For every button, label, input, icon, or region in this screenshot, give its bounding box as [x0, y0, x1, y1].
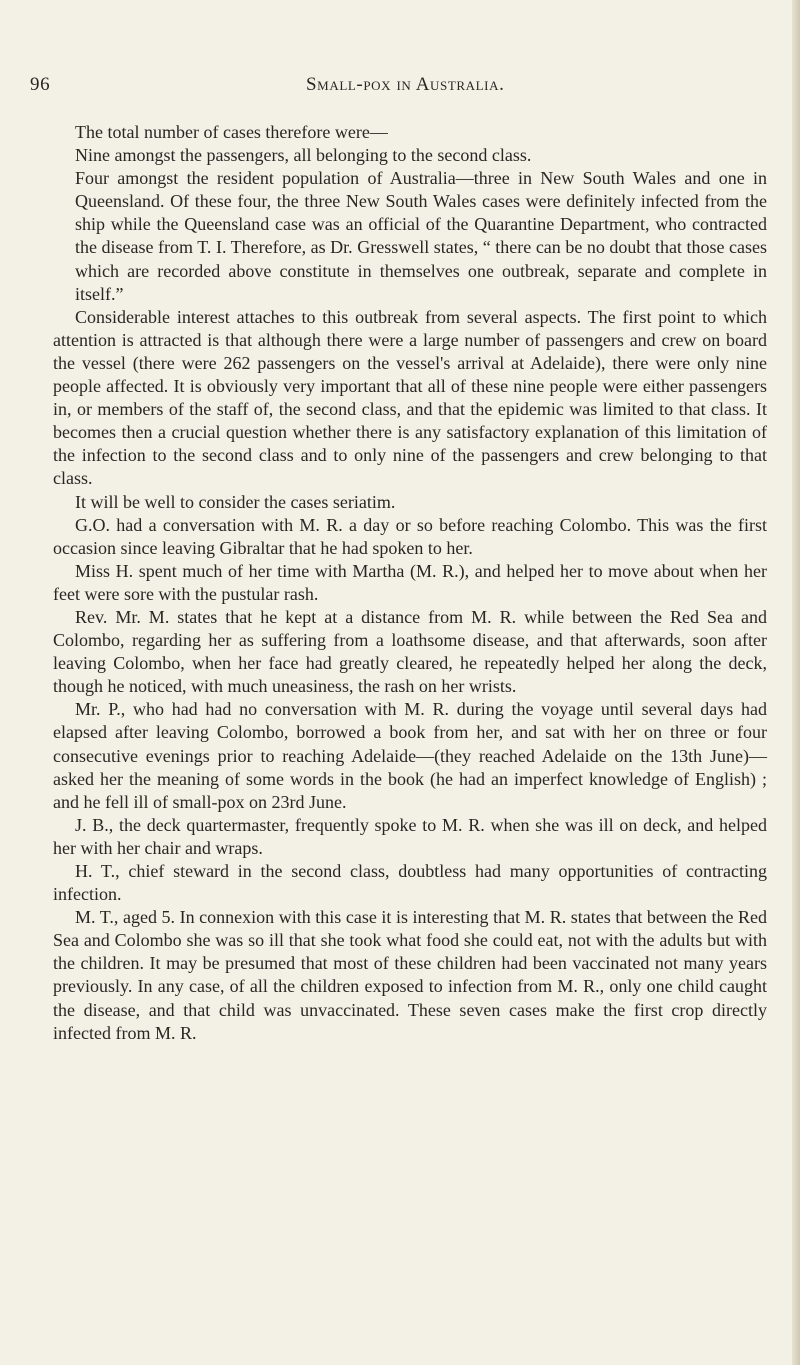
- paragraph-case-mt: M. T., aged 5. In connexion with this case it is interesting that M. R. states that between the Red Sea and Colombo she was so ill that she took what food she could eat, not with the adults but with the children. It may be presumed that most of these children had been vaccinated not many years previously. In any case, of all the children exposed to infection from M. R., only one child caught the disease, and that child was unvaccinated. These seven cases make the first crop directly infected from M. R.: [53, 907, 767, 1043]
- paragraph-case-ht: H. T., chief steward in the second class, doubtless had many opportunities of contracting infection.: [53, 861, 767, 905]
- body-text: [53, 121, 767, 1045]
- paragraph-interest: Considerable interest attaches to this outbreak from several aspects. The first point to which attention is attracted is that although there were a large number of passengers and crew on board the vessel (there were 262 passengers on the vessel's arrival at Adelaide), there were only nine people affected. It is obviously very important that all of these nine people were either passengers in, or members of the staff of, the second class, and that the epidemic was limited to that class. It becomes then a crucial question whether there is any satisfactory explanation of this limitation of the infection to the second class and to only nine of the passengers and crew belonging to that class.: [53, 306, 767, 489]
- scan-edge: [792, 0, 800, 1365]
- paragraph-seriatim: It will be well to consider the cases seriatim.: [75, 491, 396, 512]
- paragraph-case-mr-p: Mr. P., who had had no conversation with M. R. during the voyage until several days had elapsed after leaving Colombo, borrowed a book from her, and sat with her on three or four consecutive evenings prior to reaching Adelaide—(they reached Adelaide on the 13th June)—asked her the meaning of some words in the book (he had an imperfect knowledge of English) ; and he fell ill of small-pox on 23rd June.: [53, 699, 767, 812]
- paragraph-case-jb: J. B., the deck quartermaster, frequently spoke to M. R. when she was ill on deck, and helped her with her chair and wraps.: [53, 814, 767, 858]
- running-head-title: Small-pox in Australia.: [306, 74, 505, 95]
- paragraph-passengers: Nine amongst the passengers, all belonging to the second class.: [75, 145, 532, 166]
- page-header: [30, 74, 550, 100]
- running-head: [306, 74, 504, 96]
- paragraph-case-miss-h: Miss H. spent much of her time with Martha (M. R.), and helped her to move about when her feet were sore with the pustular rash.: [53, 560, 767, 604]
- paragraph-resident-cases: Four amongst the resident population of Australia—three in New South Wales and one in Queensland. Of these four, the three New South Wales cases were definitely infected from the ship while the Queensland case was an official of the Quarantine Department, who contracted the disease from T. I. Therefore, as Dr. Gresswell states, “ there can be no doubt that those cases which are recorded above constitute in themselves one outbreak, separate and complete in itself.”: [75, 168, 767, 304]
- paragraph-intro: The total number of cases therefore were—: [75, 122, 388, 142]
- paragraph-case-go: G.O. had a conversation with M. R. a day or so before reaching Colombo. This was the first occasion since leaving Gibraltar that he had spoken to her.: [53, 514, 767, 558]
- page-number: 96: [30, 74, 51, 95]
- paragraph-case-rev-m: Rev. Mr. M. states that he kept at a distance from M. R. while between the Red Sea and Colombo, regarding her as suffering from a loathsome disease, and that afterwards, soon after leaving Colombo, when her face had greatly cleared, he repeatedly helped her along the deck, though he noticed, with much uneasiness, the rash on her wrists.: [53, 606, 767, 697]
